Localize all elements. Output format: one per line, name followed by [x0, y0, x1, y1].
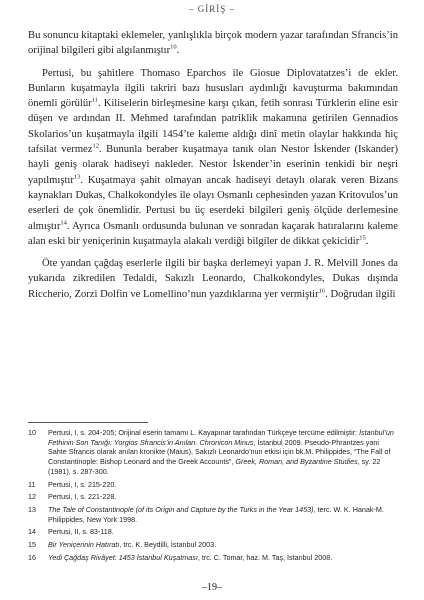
- footnote-item: [28, 553, 398, 563]
- footnote-text-run: Greek, Roman, and Byzantine Studies: [235, 457, 358, 467]
- text-run: Pertusi, bu şahitlere Thomaso Eparchos ile Giosue Diplovatatzes’i de ekler. Bunların kuşatmayla ilgili takriri bazı hususları aydınlığı kavuşturma bakımından önemli görülür: [28, 67, 398, 110]
- footnote-number: 12: [28, 492, 36, 502]
- footnote-item: [28, 527, 398, 537]
- footnote-text-run: , trc. K. Beydilli, İstanbul 2003.: [119, 540, 217, 550]
- text-run: . Doğrudan ilgili: [325, 288, 396, 300]
- text-run: . Kuşatmaya şahit olmayan ancak hadiseyi detaylı olarak veren Bizans kaynakları Dukas, Chalkokondyles ile olayı Osmanlı cephesinden yazan Kritovulos’un eserleri de çok önemlidir. Pertusi bu üç eserdeki bilgileri geniş ölçüde derlemesine almıştır: [28, 174, 398, 232]
- footnote-ref: 14: [60, 219, 67, 227]
- text-run: . Bununla beraber kuşatmaya tanık olan Nestor İskender (Iskander) hayli geniş olarak hadiseyi nakleder. Nestor İskender’in eserinin tenkidi bir neşri yapılmıştır: [28, 144, 398, 186]
- page-number: –19–: [202, 582, 222, 593]
- footnote-text: [48, 527, 398, 537]
- text-run: Bu sonuncu kitaptaki eklemeler, yanlışlıkla birçok modern yazar tarafından Sfrancis’in orijinal bilgileri gibi algılanmıştır: [28, 30, 398, 57]
- main-text: [28, 28, 398, 309]
- footnote-text: [48, 540, 398, 550]
- footnote-ref: 16: [318, 287, 326, 295]
- footnote-ref: 11: [91, 96, 98, 104]
- footnote-text-run: Pertusi, II, s. 83-118.: [48, 527, 114, 537]
- footnote-number: 13: [28, 504, 36, 514]
- footnote-text-run: , trc. C. Tomar, haz. M. Taş, İstanbul 2008.: [197, 552, 333, 562]
- footnote-text: [48, 480, 398, 490]
- footnote-item: [28, 540, 398, 550]
- footnote-text: [48, 553, 398, 563]
- footnote-text-run: İstanbul’un Fethinin Son Tanığı: Yorgios Sfrancis’in Anıları. Chronicon Minus: [48, 428, 394, 447]
- footnote-text-run: , terc. W. K. Hanak-M. Philippides, New York 1998.: [48, 504, 384, 524]
- footnote-text-run: Pertusi, I, s. 221-228.: [48, 492, 117, 502]
- footnote-divider: [28, 422, 148, 423]
- footnote-text-run: Bir Yeniçerinin Hatıratı: [48, 540, 120, 550]
- footnote-number: 11: [28, 479, 36, 489]
- footnote-text: [48, 492, 398, 502]
- footnote-number: 15: [28, 540, 36, 550]
- footnote-ref: 13: [73, 173, 81, 181]
- footnote-ref: 10: [170, 43, 177, 51]
- footnote-text: [48, 428, 398, 477]
- footnote-item: [28, 505, 398, 524]
- paragraph-1: [28, 28, 398, 59]
- footnote-text-run: Pertusi, I, s. 215-220.: [48, 479, 117, 489]
- footnote-text-run: Yedi Çağdaş Rivâyet: 1453 İstanbul Kuşatması: [48, 552, 198, 562]
- footnote-item: [28, 480, 398, 490]
- text-run: .: [176, 45, 180, 57]
- text-run: .: [365, 235, 369, 247]
- footnote-number: 10: [28, 428, 36, 437]
- text-run: Öte yandan çağdaş eserlerle ilgili bir başka derlemeyi yapan J. R. Melvill Jones da yukarıda zikredilen Tedaldi, Sakızlı Leonardo, Chalkokondyles, Dukas dışında Riccherio, Zorzi Dolfin ve Lomellino’nun yazdıklarına yer vermiştir: [28, 258, 398, 300]
- footnote-item: [28, 492, 398, 502]
- footnote-text-run: The Tale of Constantinople (of its Origin and Capture by the Turks in the Year 1453): [48, 504, 314, 514]
- footnote-text-run: , sy. 22 (1981), s. 287-300.: [48, 457, 381, 476]
- footnote-ref: 15: [359, 234, 366, 242]
- footnotes: [28, 428, 398, 565]
- footnote-text-run: , İstanbul 2009. Pseudo-Phrantzes yani Sahte Sfrancis olarak anılan kronikte (Maius), Sakızlı Leonardo’nun etkisi için bk.M. Philippides, “The Fall of Constantinople: Bishop Leonard and the Greek Accounts”,: [48, 437, 391, 467]
- text-run: . Kiliselerin birleşmesine karşı çıkan, fetih sonrası Türklerin eline esir düşen ve ardından II. Mehmed tarafından patriklik makamına getirilen Gennadios Skolarios’un kuşatmayla ilgili 1454’te kaleme aldığı dinî metin olaylar hakkında hiç tafsilat vermez: [28, 98, 398, 156]
- paragraph-3: [28, 256, 398, 302]
- footnote-number: 16: [28, 552, 36, 562]
- text-run: . Ayrıca Osmanlı ordusunda bulunan ve sonradan kaçarak hatıralarını kaleme alan eski bir yeniçerinin kuşatmayla alakalı verdiği bilgiler de dikkat çekicidir: [28, 220, 398, 247]
- footnote-ref: 12: [92, 142, 99, 150]
- running-header: – GİRİŞ –: [188, 4, 235, 14]
- footnote-text-run: Pertusi, I, s. 204-205; Orijinal eserin tamamı L. Kayapınar tarafından Türkçeye tercüme edilmiştir:: [48, 428, 360, 437]
- paragraph-2: [28, 66, 398, 250]
- footnote-text: [48, 505, 398, 524]
- footnote-item: [28, 428, 398, 477]
- footnote-number: 14: [28, 527, 36, 537]
